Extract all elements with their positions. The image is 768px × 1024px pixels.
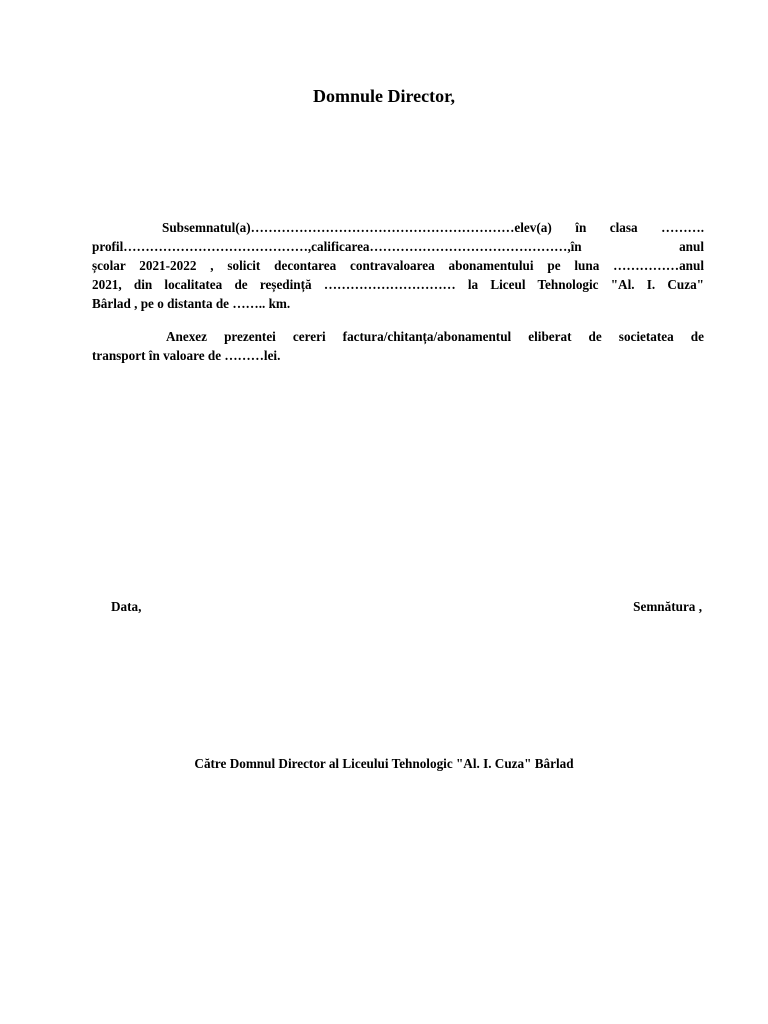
paragraph1-line5: Bârlad , pe o distanta de …….. km. (92, 296, 291, 311)
paragraph1-line2: profil……………………………………,calificarea………………………………………,în anul (92, 239, 704, 254)
paragraph2-line1: Anexez prezentei cereri factura/chitanța/abonamentul eliberat de societatea de (166, 329, 704, 344)
request-paragraph (92, 218, 704, 313)
addressee-line: Către Domnul Director al Liceului Tehnologic "Al. I. Cuza" Bârlad (194, 756, 574, 771)
annex-paragraph (92, 327, 704, 365)
document-title: Domnule Director, (313, 86, 455, 106)
paragraph2-line2: transport în valoare de ………lei. (92, 348, 281, 363)
paragraph1-line1: Subsemnatul(a)……………………………………………………elev(a) în clasa ………. (162, 220, 704, 235)
paragraph1-line3: școlar 2021-2022 , solicit decontarea contravaloarea abonamentului pe luna ……………anul (92, 258, 704, 273)
paragraph1-line4: 2021, din localitatea de reședință ………………………… la Liceul Tehnologic "Al. I. Cuza" (92, 277, 704, 292)
date-label: Data, (111, 599, 142, 614)
signature-label: Semnătura , (633, 599, 702, 614)
